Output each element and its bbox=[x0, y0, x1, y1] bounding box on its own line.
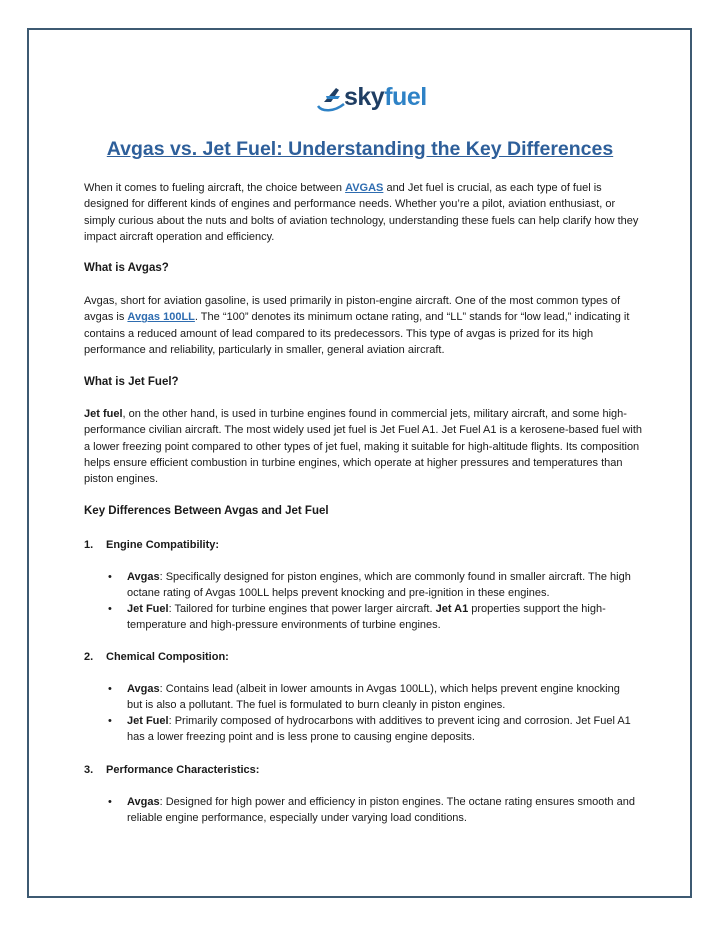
section-title: Performance Characteristics: bbox=[106, 764, 260, 776]
bullet-text: : Primarily composed of hydrocarbons with additives to prevent icing and corrosion. Jet Fuel A1 has a lower freezing point and is less prone to causing engine deposits. bbox=[127, 715, 631, 744]
intro-text-2: and Jet fuel is crucial, as each type of fuel is designed for different kinds of engines and performance needs. Whether you’re a pilot, aviation enthusiast, or simply curious about the nuts and bolts of aviation technology, understanding these fuels can help clarify how they impact aircraft operation and efficiency. bbox=[84, 182, 639, 243]
avgas-paragraph bbox=[84, 293, 644, 358]
section-1-heading bbox=[84, 537, 219, 553]
bullet-icon: • bbox=[108, 603, 112, 615]
jet-fuel-text: , on the other hand, is used in turbine engines found in commercial jets, military aircraft, and some high-performance civilian aircraft. The most widely used jet fuel is Jet Fuel A1. Jet Fuel A1 is a kerosene-based fuel with a lower freezing point compared to other types of jet fuel, making it suitable for high-altitude flights. Its composition helps ensure efficient combustion in turbine engines, which operate at higher pressures and temperatures than piston engines. bbox=[84, 408, 643, 486]
avgas-text-2: . The “100” denotes its minimum octane rating, and “LL” stands for “low lead,” indicating it contains a reduced amount of lead compared to its predecessors. This type of avgas is prized for its high performance and reliability, particularly in smaller, general aviation aircraft. bbox=[84, 311, 630, 356]
differences-heading: Key Differences Between Avgas and Jet Fuel bbox=[84, 505, 329, 517]
bullet-icon: • bbox=[108, 796, 112, 808]
jet-fuel-heading: What is Jet Fuel? bbox=[84, 376, 179, 388]
bullet-label: Avgas bbox=[127, 571, 160, 583]
bullet-icon: • bbox=[108, 571, 112, 583]
intro-paragraph bbox=[84, 180, 644, 245]
avgas-link[interactable]: AVGAS bbox=[345, 182, 384, 194]
bullet-text-2: properties support the high-temperature and high-pressure environments of turbine engines. bbox=[127, 603, 606, 632]
skyfuel-logo bbox=[314, 82, 427, 116]
avgas-text-1: Avgas, short for aviation gasoline, is used primarily in piston-engine aircraft. One of the most common types of avgas is bbox=[84, 295, 620, 324]
bullet-label: Jet Fuel bbox=[127, 603, 169, 615]
avgas-100ll-link[interactable]: Avgas 100LL bbox=[127, 311, 195, 324]
bullet-label: Jet Fuel bbox=[127, 715, 169, 727]
section-number: 2. bbox=[84, 651, 94, 663]
section-number: 1. bbox=[84, 539, 94, 551]
section-number: 3. bbox=[84, 764, 94, 776]
bullet-label: Avgas bbox=[127, 683, 160, 695]
avgas-heading: What is Avgas? bbox=[84, 262, 169, 274]
bullet-bold-inline: Jet A1 bbox=[435, 603, 469, 615]
bullet-icon: • bbox=[108, 683, 112, 695]
logo-fuel: fuel bbox=[384, 83, 427, 111]
jet-fuel-bold: Jet fuel bbox=[84, 408, 123, 420]
section-title: Engine Compatibility: bbox=[106, 539, 220, 551]
section-3-heading bbox=[84, 762, 259, 778]
intro-text-1: When it comes to fueling aircraft, the choice between bbox=[84, 182, 346, 194]
page-title: Avgas vs. Jet Fuel: Understanding the Key Differences bbox=[106, 138, 614, 160]
section-2-heading bbox=[84, 649, 229, 665]
logo-sky: sky bbox=[344, 83, 385, 111]
bullet-icon: • bbox=[108, 715, 112, 727]
bullet-text: : Specifically designed for piston engines, which are commonly found in smaller aircraft. The high octane rating of Avgas 100LL helps prevent knocking and pre-ignition in these engines. bbox=[127, 571, 631, 600]
bullet-text: : Tailored for turbine engines that power larger aircraft. bbox=[168, 603, 436, 615]
bullet-text: : Designed for high power and efficiency in piston engines. The octane rating ensures smooth and reliable engine performance, especially under varying load conditions. bbox=[127, 796, 635, 825]
bullet-text: : Contains lead (albeit in lower amounts in Avgas 100LL), which helps prevent engine knocking but is also a pollutant. The fuel is formulated to burn cleanly in piston engines. bbox=[127, 683, 620, 712]
bullet-label: Avgas bbox=[127, 796, 160, 808]
section-title: Chemical Composition: bbox=[106, 651, 229, 663]
logo-wordmark bbox=[344, 82, 427, 112]
jet-fuel-paragraph bbox=[84, 406, 644, 487]
